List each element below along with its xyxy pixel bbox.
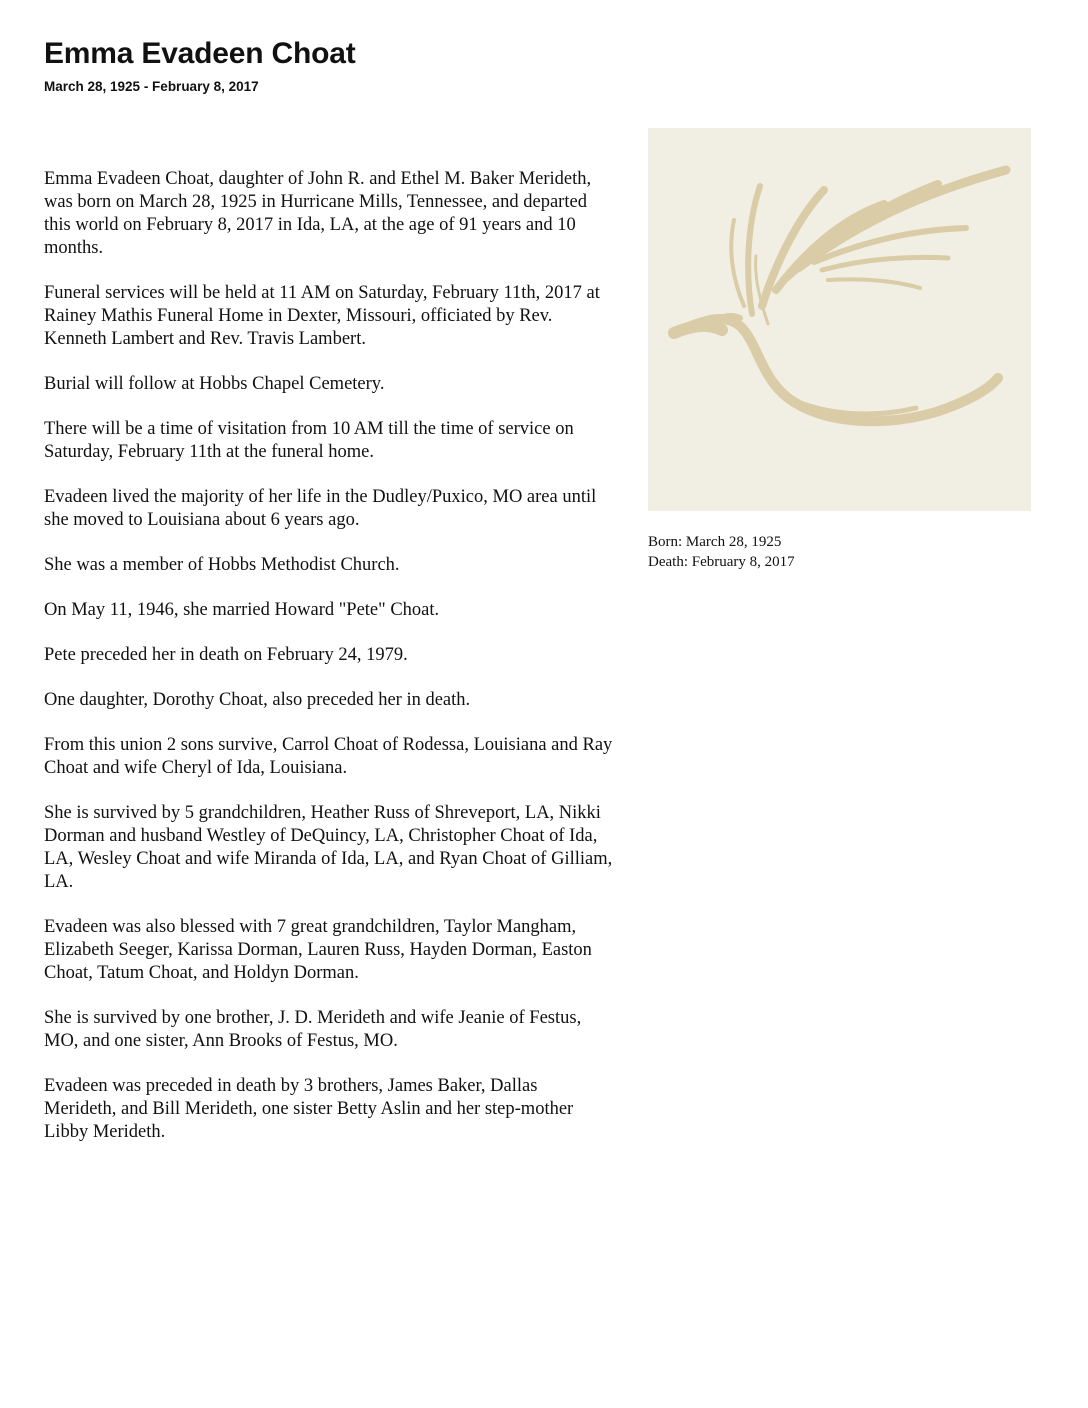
vital-dates	[648, 532, 795, 572]
obituary-paragraph: On May 11, 1946, she married Howard "Pete" Choat.	[44, 600, 440, 620]
obituary-paragraph: Emma Evadeen Choat, daughter of John R. and Ethel M. Baker Merideth, was born on March 28, 1925 in Hurricane Mills, Tennessee, and departed this world on February 8, 2017 in Ida, LA, at the age of 91 years and 10 months.	[44, 169, 592, 258]
obituary-paragraph: Evadeen was preceded in death by 3 brothers, James Baker, Dallas Merideth, and Bill Merideth, one sister Betty Aslin and her step-mother Libby Merideth.	[44, 1076, 574, 1142]
life-dates: March 28, 1925 - February 8, 2017	[44, 79, 259, 94]
born-date: Born: March 28, 1925	[648, 534, 782, 550]
obituary-paragraph: Burial will follow at Hobbs Chapel Cemetery.	[44, 374, 385, 394]
obituary-body	[44, 168, 614, 1166]
obituary-paragraph: There will be a time of visitation from 10 AM till the time of service on Saturday, February 11th at the funeral home.	[44, 419, 574, 462]
death-date: Death: February 8, 2017	[648, 554, 795, 570]
obituary-paragraph: She is survived by 5 grandchildren, Heather Russ of Shreveport, LA, Nikki Dorman and husband Westley of DeQuincy, LA, Christopher Choat of Ida, LA, Wesley Choat and wife Miranda of Ida, LA, and Ryan Choat of Gilliam, LA.	[44, 803, 613, 892]
obituary-paragraph: Evadeen lived the majority of her life in the Dudley/Puxico, MO area until she moved to Louisiana about 6 years ago.	[44, 487, 597, 530]
obituary-paragraph: Funeral services will be held at 11 AM on Saturday, February 11th, 2017 at Rainey Mathis Funeral Home in Dexter, Missouri, officiated by Rev. Kenneth Lambert and Rev. Travis Lambert.	[44, 283, 600, 349]
page-title: Emma Evadeen Choat	[44, 37, 356, 70]
dove-icon	[648, 128, 1031, 511]
obituary-paragraph: Pete preceded her in death on February 24, 1979.	[44, 645, 408, 665]
obituary-paragraph: One daughter, Dorothy Choat, also preceded her in death.	[44, 690, 471, 710]
obituary-paragraph: Evadeen was also blessed with 7 great grandchildren, Taylor Mangham, Elizabeth Seeger, Karissa Dorman, Lauren Russ, Hayden Dorman, Easton Choat, Tatum Choat, and Holdyn Dorman.	[44, 917, 592, 983]
obituary-paragraph: From this union 2 sons survive, Carrol Choat of Rodessa, Louisiana and Ray Choat and wife Cheryl of Ida, Louisiana.	[44, 735, 613, 778]
obituary-header	[44, 36, 604, 96]
memorial-image	[648, 128, 1031, 511]
obituary-paragraph: She is survived by one brother, J. D. Merideth and wife Jeanie of Festus, MO, and one sister, Ann Brooks of Festus, MO.	[44, 1008, 582, 1051]
obituary-paragraph: She was a member of Hobbs Methodist Church.	[44, 555, 400, 575]
